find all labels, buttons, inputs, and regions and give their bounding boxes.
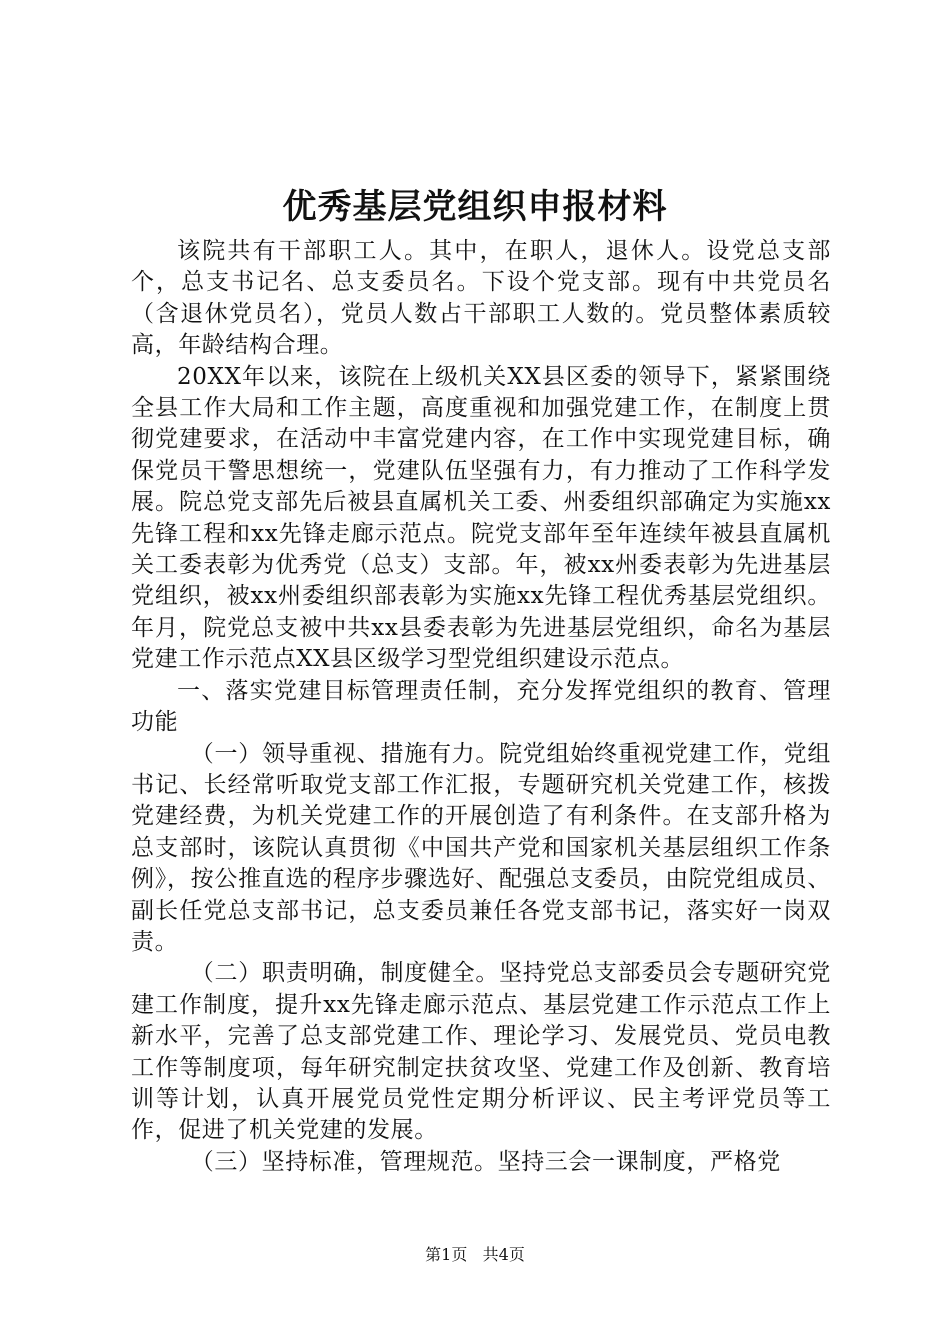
document-body (131, 236, 831, 1178)
paragraph-staff-overview: 该院共有干部职工人。其中，在职人，退休人。设党总支部个，总支书记名、总支委员名。下设个党支部。现有中共党员名（含退休党员名），党员人数占干部职工人数的。党员整体素质较高，年龄结构合理。 (131, 238, 831, 359)
paragraph-responsibilities: （二）职责明确，制度健全。坚持党总支部委员会专题研究党建工作制度，提升xx先锋走廊示范点、基层党建工作示范点工作上新水平，完善了总支部党建工作、理论学习、发展党员、党员电教工作等制度项，每年研究制定扶贫攻坚、党建工作及创新、教育培训等计划，认真开展党员党性定期分析评议、民主考评党员等工作，促进了机关党建的发展。 (131, 960, 831, 1144)
section-heading-one: 一、落实党建目标管理责任制，充分发挥党组织的教育、管理功能 (131, 677, 831, 736)
paragraph-standards: （三）坚持标准，管理规范。坚持三会一课制度，严格党 (190, 1148, 781, 1175)
page-number: 第1页 (425, 1245, 468, 1264)
page-total: 共4页 (482, 1245, 525, 1264)
paragraph-leadership: （一）领导重视、措施有力。院党组始终重视党建工作，党组书记、长经常听取党支部工作汇报，专题研究机关党建工作，核拨党建经费，为机关党建工作的开展创造了有利条件。在支部升格为总支部时，该院认真贯彻《中国共产党和国家机关基层组织工作条例》，按公推直选的程序步骤选好、配强总支委员，由院党组成员、副长任党总支部书记，总支委员兼任各党支部书记，落实好一岗双责。 (131, 740, 831, 955)
page-footer (0, 1244, 950, 1266)
document-title: 优秀基层党组织申报材料 (282, 187, 668, 227)
paragraph-achievements: 20XX年以来，该院在上级机关XX县区委的领导下，紧紧围绕全县工作大局和工作主题，高度重视和加强党建工作，在制度上贯彻党建要求，在活动中丰富党建内容，在工作中实现党建目标，确保党员干警思想统一，党建队伍坚强有力，有力推动了工作科学发展。院总党支部先后被县直属机关工委、州委组织部确定为实施xx先锋工程和xx先锋走廊示范点。院党支部年至年连续年被县直属机关工委表彰为优秀党（总支）支部。年，被xx州委表彰为先进基层党组织，被xx州委组织部表彰为实施xx先锋工程优秀基层党组织。年月，院党总支被中共xx县委表彰为先进基层党组织，命名为基层党建工作示范点XX县区级学习型党组织建设示范点。 (131, 363, 831, 673)
